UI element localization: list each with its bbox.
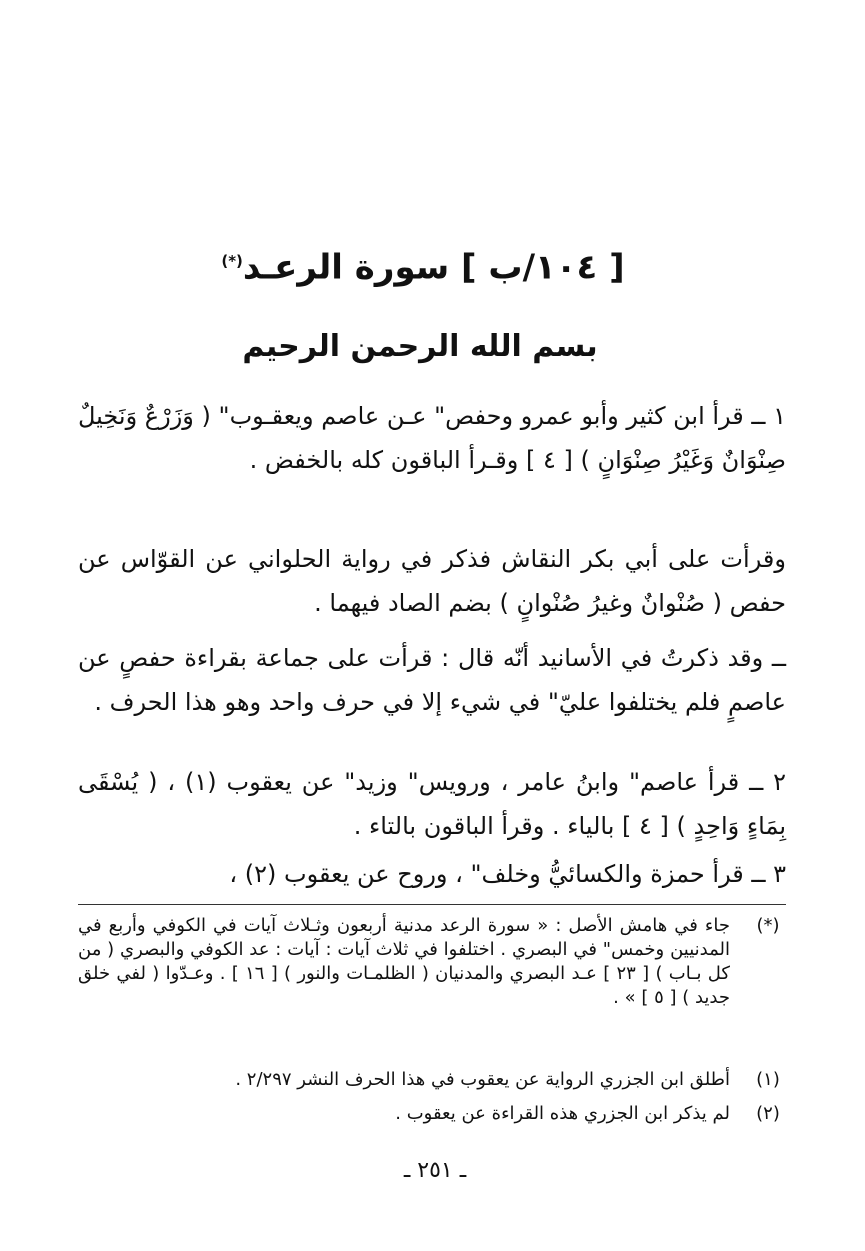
footnote-1 <box>78 1068 786 1092</box>
footnote-2 <box>78 1102 786 1126</box>
paragraph-3: ــ وقد ذكرتُ في الأسانيد أنّه قال : قرأت على جماعة بقراءة حفصٍ عن عاصمٍ فلم يختلفوا عليّ" في شيء إلا في حرف واحد وهو هذا الحرف . <box>78 644 786 716</box>
footnote-mark: (*) <box>756 915 780 936</box>
basmala: بسم الله الرحمن الرحيم <box>242 329 598 364</box>
page-number: ـ ٢٥١ ـ <box>403 1158 467 1183</box>
footnote-star <box>78 914 786 1010</box>
paragraph-1: ١ ــ قرأ ابن كثير وأبو عمرو وحفص" عـن عاصم ويعقـوب" ( وَزَرْعٌ وَنَخِيلٌ صِنْوَانٌ وَغَيْرُ صِنْوَانٍ ) [ ٤ ] وقـرأ الباقون كله بالخفض . <box>78 402 786 474</box>
footnote-divider <box>78 904 786 905</box>
footnote-text: جاء في هامش الأصل : « سورة الرعد مدنية أربعون وثـلاث آيات في الكوفي وأربع في المدنيين وخمس" في البصري . اختلفوا في ثلاث آيات : آيات : عد الكوفي والبصري ( من كل بـاب ) [ ٢٣ ] عـد البصري والمدنيان ( الظلمـات والنور ) [ ١٦ ] . وعـدّوا ( لفي خلق جديد ) [ ٥ ] » . <box>78 915 730 1008</box>
title-footnote-mark: (*) <box>221 252 243 270</box>
title-text: [ ١٠٤/ب ] سورة الرعـد <box>242 247 625 288</box>
paragraph-5: ٣ ــ قرأ حمزة والكسائيُّ وخلف" ، وروح عن يعقوب (٢) ، <box>229 860 786 888</box>
footnote-mark: (٢) <box>756 1103 780 1124</box>
footnote-mark: (١) <box>756 1069 780 1090</box>
footnote-text: لم يذكر ابن الجزري هذه القراءة عن يعقوب . <box>395 1103 730 1124</box>
surah-title <box>200 236 640 286</box>
paragraph-2: وقرأت على أبي بكر النقاش فذكر في رواية الحلواني عن القوّاس عن حفص ( صُنْوانٌ وغيرُ صُنْوانٍ ) بضم الصاد فيهما . <box>78 545 786 617</box>
paragraph-4: ٢ ــ قرأ عاصم" وابنُ عامر ، ورويس" وزيد" عن يعقوب (١) ، ( يُسْقَى بِمَاءٍ وَاحِدٍ ) [ ٤ ] بالياء . وقرأ الباقون بالتاء . <box>78 768 787 840</box>
footnote-text: أطلق ابن الجزري الرواية عن يعقوب في هذا الحرف النشر ٢/٢٩٧ . <box>235 1069 730 1090</box>
